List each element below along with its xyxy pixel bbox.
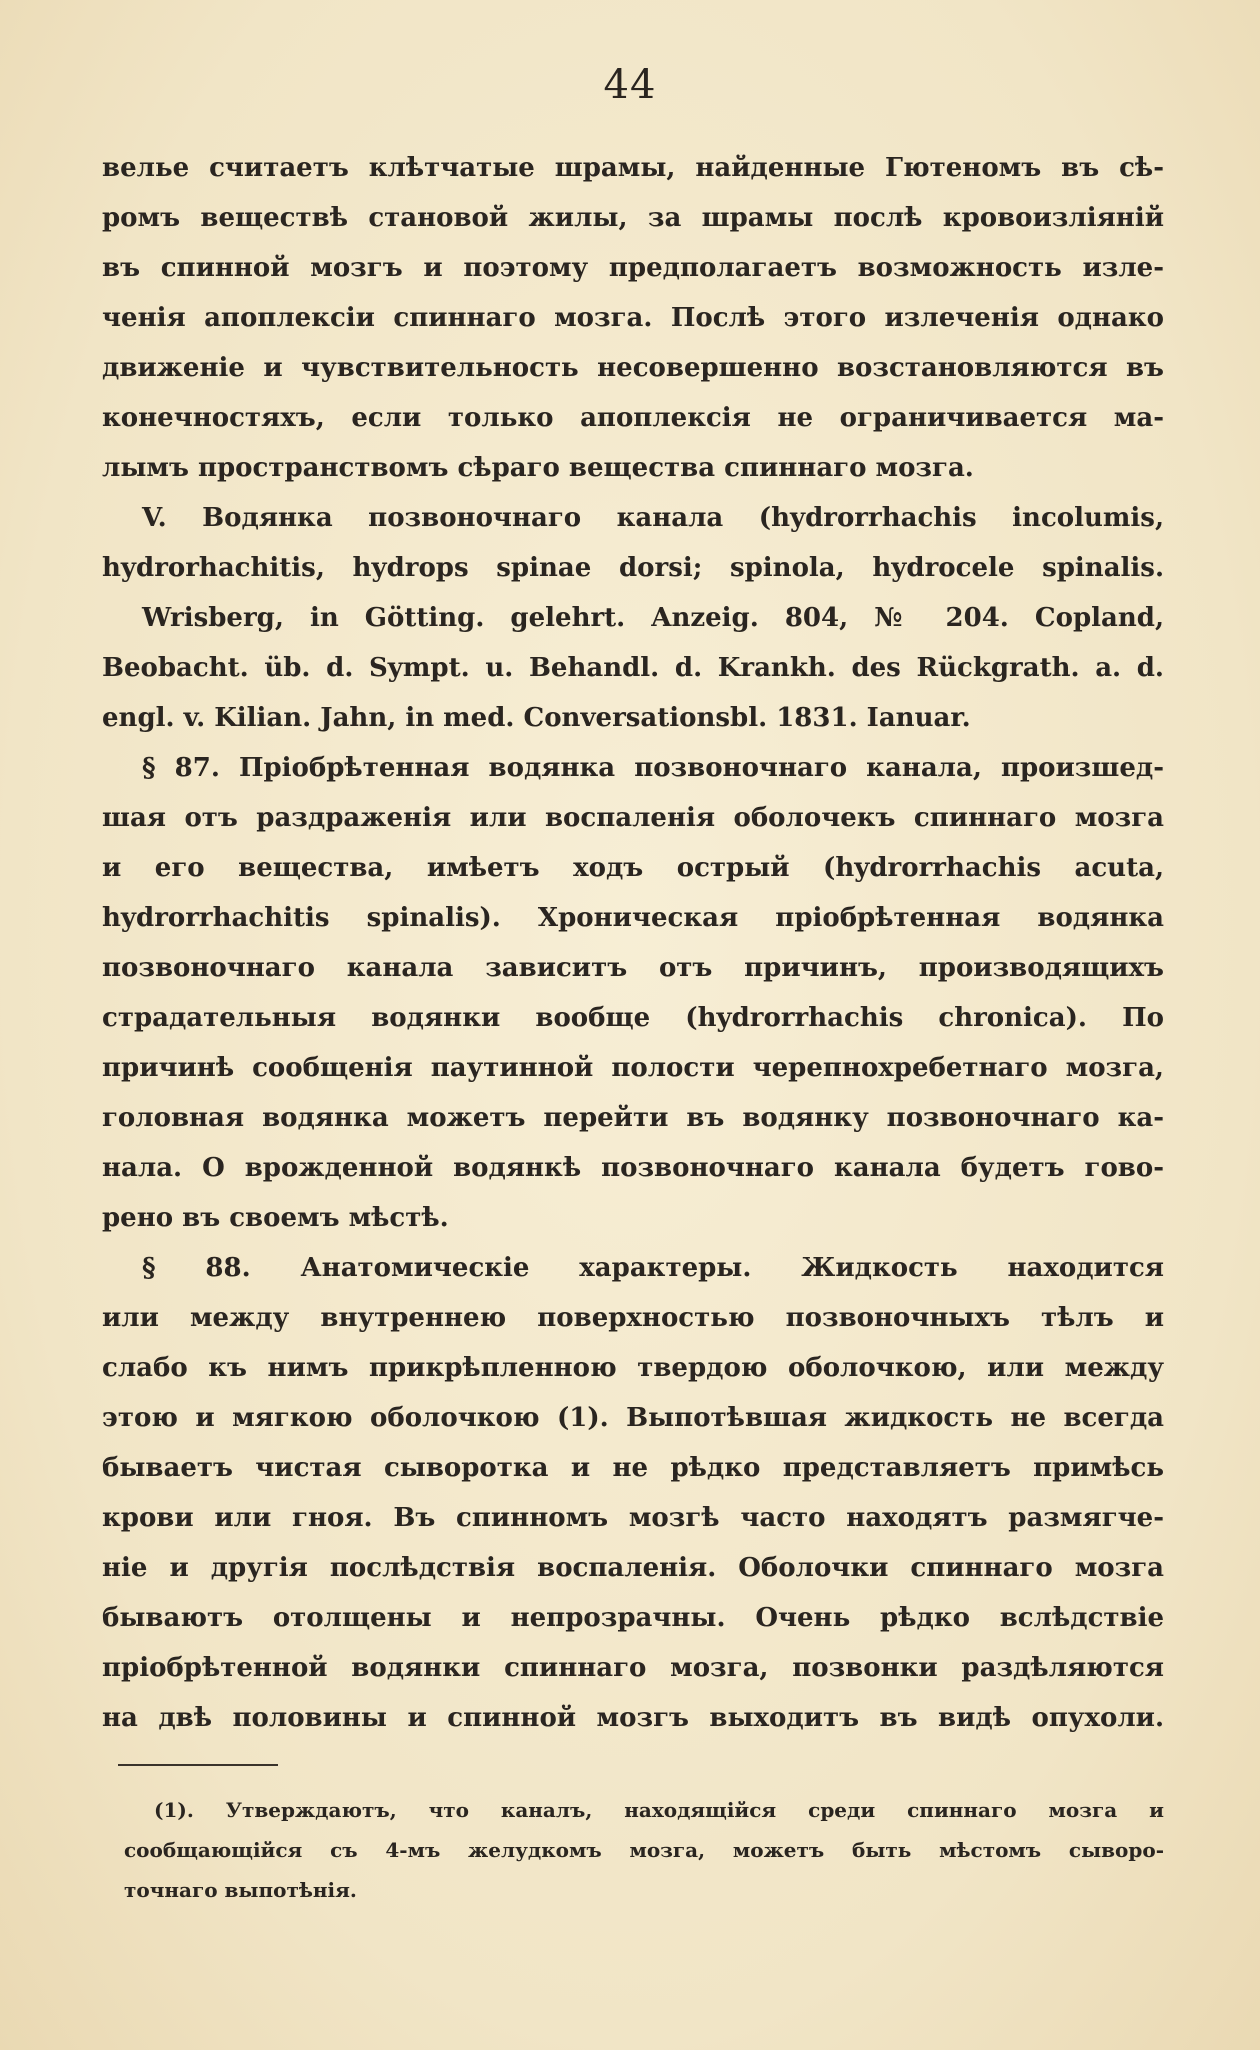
text-line: hydrorhachitis, hydrops spinae dorsi; spinola, hydrocele spinalis. — [102, 553, 1164, 583]
text-line: слабо къ нимъ прикрѣпленною твердою оболочкою, или между — [102, 1353, 1164, 1383]
text-line: въ спинной мозгъ и поэтому предполагаетъ возможность изле- — [102, 253, 1164, 283]
text-line: hydrorrhachitis spinalis). Хроническая пріобрѣтенная водянка — [102, 903, 1164, 933]
footnote-line: точнаго выпотѣнія. — [124, 1878, 357, 1902]
reference-line: Wrisberg, in Götting. gelehrt. Anzeig. 804, № 204. Copland, — [142, 603, 1164, 633]
text-line: нала. О врожденной водянкѣ позвоночнаго канала будетъ гово- — [102, 1153, 1164, 1183]
reference-line: Beobacht. üb. d. Sympt. u. Behandl. d. Krankh. des Rückgrath. a. d. — [102, 653, 1164, 683]
text-line: головная водянка можетъ перейти въ водянку позвоночнаго ка- — [102, 1103, 1164, 1133]
page-number: 44 — [603, 62, 657, 108]
footnote-divider — [118, 1764, 278, 1766]
text-line: и его вещества, имѣетъ ходъ острый (hydrorrhachis acuta, — [102, 853, 1164, 883]
text-line: причинѣ сообщенія паутинной полости черепнохребетнаго мозга, — [102, 1053, 1164, 1083]
body-text — [102, 143, 1164, 1743]
text-line: движеніе и чувствительность несовершенно возстановляются въ — [102, 353, 1164, 383]
paragraph-87-start: § 87. Пріобрѣтенная водянка позвоночнаго канала, произшед- — [142, 753, 1164, 783]
footnotes — [124, 1790, 1164, 1910]
footnote-line: сообщающійся съ 4-мъ желудкомъ мозга, можетъ быть мѣстомъ сыворо- — [124, 1838, 1164, 1862]
text-line: бываетъ чистая сыворотка и не рѣдко представляетъ примѣсь — [102, 1453, 1164, 1483]
text-line: ромъ веществѣ становой жилы, за шрамы послѣ кровоизліяній — [102, 203, 1164, 233]
text-line: ніе и другія послѣдствія воспаленія. Оболочки спиннаго мозга — [102, 1553, 1164, 1583]
text-line: на двѣ половины и спинной мозгъ выходитъ въ видѣ опухоли. — [102, 1703, 1164, 1733]
text-line: крови или гноя. Въ спинномъ мозгѣ часто находятъ размягче- — [102, 1503, 1164, 1533]
reference-line: engl. v. Kilian. Jahn, in med. Conversationsbl. 1831. Ianuar. — [102, 703, 971, 733]
text-line: этою и мягкою оболочкою (1). Выпотѣвшая жидкость не всегда — [102, 1403, 1164, 1433]
text-line: конечностяхъ, если только апоплексія не ограничивается ма- — [102, 403, 1164, 433]
footnote-line: (1). Утверждаютъ, что каналъ, находящійся среди спиннаго мозга и — [154, 1798, 1164, 1822]
paragraph-88-start: § 88. Анатомическіе характеры. Жидкость находится — [142, 1253, 1164, 1283]
text-line: позвоночнаго канала зависитъ отъ причинъ, производящихъ — [102, 953, 1164, 983]
text-line: ченія апоплексіи спиннаго мозга. Послѣ этого излеченія однако — [102, 303, 1164, 333]
text-line: страдательныя водянки вообще (hydrorrhachis chronica). По — [102, 1003, 1164, 1033]
text-line: рено въ своемъ мѣстѣ. — [102, 1203, 449, 1233]
text-line: шая отъ раздраженія или воспаленія оболочекъ спиннаго мозга — [102, 803, 1164, 833]
text-line: бываютъ отолщены и непрозрачны. Очень рѣдко вслѣдствіе — [102, 1603, 1164, 1633]
text-line: или между внутреннею поверхностью позвоночныхъ тѣлъ и — [102, 1303, 1164, 1333]
text-line: велье считаетъ клѣтчатые шрамы, найденные Гютеномъ въ сѣ- — [102, 153, 1164, 183]
text-line: пріобрѣтенной водянки спиннаго мозга, позвонки раздѣляются — [102, 1653, 1164, 1683]
text-line: лымъ пространствомъ сѣраго вещества спиннаго мозга. — [102, 453, 974, 483]
section-heading-line: V. Водянка позвоночнаго канала (hydrorrhachis incolumis, — [142, 503, 1164, 533]
